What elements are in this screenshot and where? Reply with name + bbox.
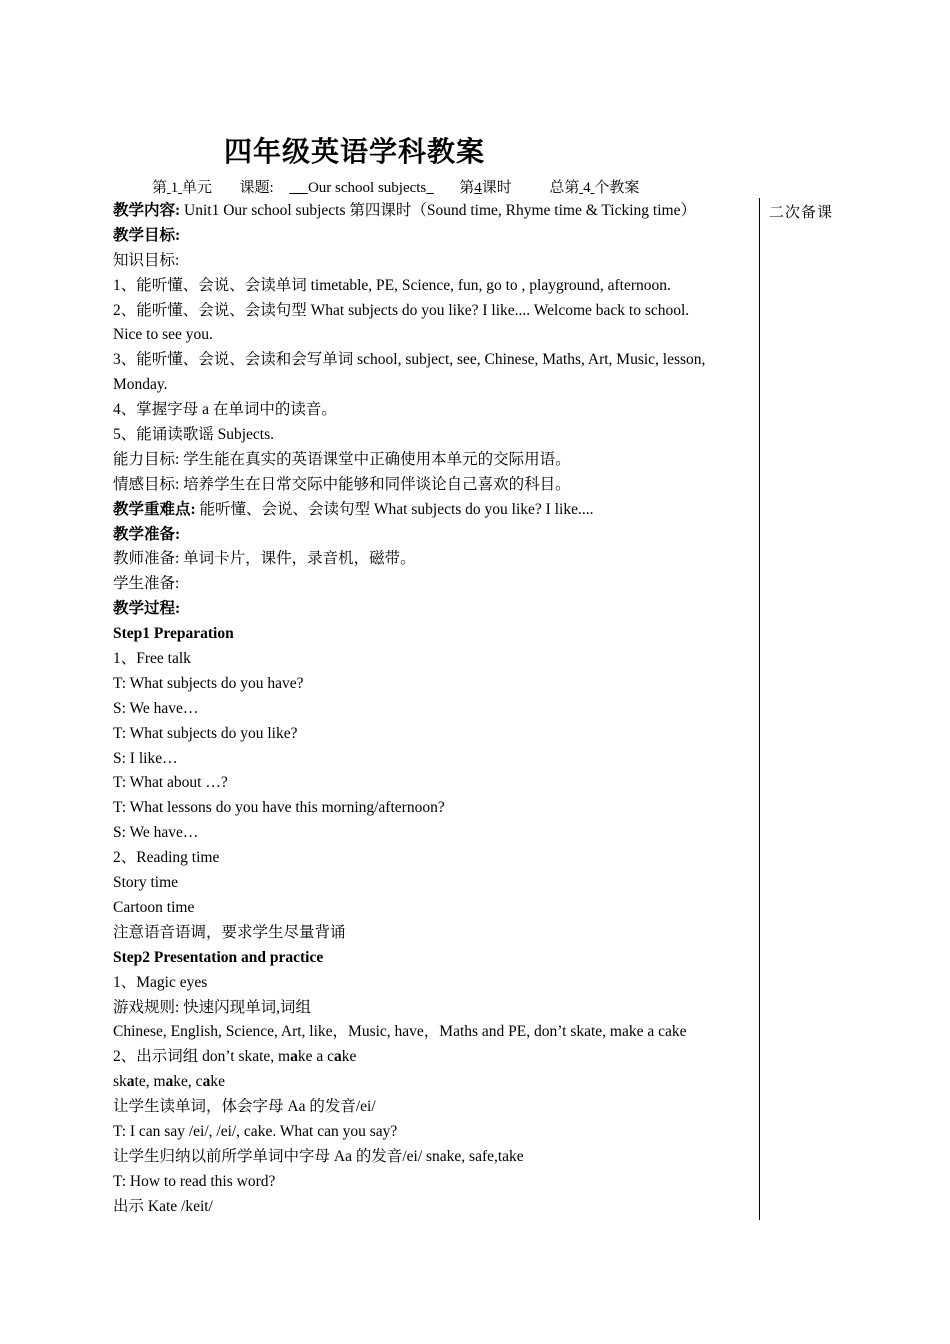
- document-title: 四年级英语学科教案: [224, 137, 486, 168]
- dialogue-line: S: I like…: [113, 749, 178, 767]
- step-heading: Step1 Preparation: [113, 625, 234, 643]
- lesson-suffix: 课时: [481, 180, 512, 196]
- dialogue-line: T: What about …?: [113, 774, 228, 792]
- activity-item: 2、Reading time: [113, 849, 220, 867]
- step-heading: Step2 Presentation and practice: [113, 948, 324, 966]
- activity-item: 2、出示词组 don’t skate, make a cake: [113, 1048, 357, 1066]
- activity-item: 1、Free talk: [113, 650, 191, 668]
- lesson-meta: [152, 176, 639, 197]
- dialogue-line: T: What subjects do you have?: [113, 674, 304, 692]
- lesson-prefix: 第: [459, 180, 475, 196]
- key-points-text: 能听懂、会说、会读句型 What subjects do you like? I like....: [195, 500, 594, 518]
- teaching-content-text: Unit1 Our school subjects 第四课时（Sound time, Rhyme time & Ticking time）: [180, 202, 696, 219]
- heading-preparation: 教学准备:: [113, 525, 181, 543]
- ability-objective: 能力目标: 学生能在真实的英语课堂中正确使用本单元的交际用语。: [113, 450, 571, 468]
- objective-item: 2、能听懂、会说、会读句型 What subjects do you like? I like.... Welcome back to school.: [113, 301, 690, 319]
- teaching-content-line: [113, 199, 753, 224]
- phonics-words: skate, make, cake: [113, 1073, 225, 1091]
- dialogue-line: T: What subjects do you like?: [113, 724, 298, 742]
- dialogue-line: T: What lessons do you have this morning/afternoon?: [113, 799, 445, 817]
- activity-subitem: Cartoon time: [113, 898, 195, 916]
- word-list: Chinese, English, Science, Art, like，Music, have，Maths and PE, don’t skate, make a cake: [113, 1023, 687, 1041]
- game-rules: 游戏规则: 快速闪现单词,词组: [113, 998, 312, 1016]
- key-points-line: [113, 498, 753, 523]
- activity-note: 让学生读单词，体会字母 Aa 的发音/ei/: [113, 1098, 376, 1116]
- heading-objectives: 教学目标:: [113, 226, 181, 244]
- objective-item: 1、能听懂、会说、会读单词 timetable, PE, Science, fun, go to , playground, afternoon.: [113, 276, 671, 294]
- activity-item: 1、Magic eyes: [113, 973, 208, 991]
- activity-note: 出示 Kate /keit/: [113, 1197, 213, 1215]
- activity-note: 注意语音语调，要求学生尽量背诵: [113, 923, 346, 941]
- unit-number: 1: [170, 180, 179, 196]
- objective-item: 5、能诵读歌谣 Subjects.: [113, 426, 275, 444]
- activity-subitem: Story time: [113, 874, 179, 892]
- teaching-content-label: 教学内容:: [113, 202, 181, 219]
- dialogue-line: S: We have…: [113, 824, 199, 842]
- lesson-body: [113, 199, 753, 1220]
- dialogue-line: S: We have…: [113, 699, 199, 717]
- unit-suffix: 单元: [182, 180, 213, 196]
- key-points-label: 教学重难点:: [113, 500, 196, 518]
- unit-prefix: 第: [152, 180, 168, 196]
- activity-note: 让学生归纳以前所学单词中字母 Aa 的发音/ei/ snake, safe,take: [113, 1147, 524, 1165]
- heading-process: 教学过程:: [113, 600, 181, 618]
- total-number: 4: [583, 180, 591, 196]
- teacher-preparation: 教师准备: 单词卡片，课件，录音机，磁带。: [113, 550, 416, 568]
- lesson-number: 4: [474, 180, 482, 196]
- knowledge-objectives-label: 知识目标:: [113, 251, 180, 269]
- dialogue-line: T: I can say /ei/, /ei/, cake. What can you say?: [113, 1122, 398, 1140]
- dialogue-line: T: How to read this word?: [113, 1172, 276, 1190]
- topic-label: 课题:: [239, 180, 274, 196]
- objective-item: 4、掌握字母 a 在单词中的读音。: [113, 401, 337, 419]
- secondary-prep-label: 二次备课: [769, 205, 834, 221]
- topic-value: Our school subjects: [307, 180, 427, 196]
- objective-item: 3、能听懂、会说、会读和会写单词 school, subject, see, Chinese, Maths, Art, Music, lesson,: [113, 351, 706, 369]
- total-suffix: 个教案: [594, 180, 640, 196]
- student-preparation: 学生准备:: [113, 575, 180, 593]
- total-prefix: 总第: [549, 180, 580, 196]
- column-divider: [759, 198, 760, 1220]
- emotion-objective: 情感目标: 培养学生在日常交际中能够和同伴谈论自己喜欢的科目。: [113, 475, 571, 493]
- objective-item-continued: Nice to see you.: [113, 326, 213, 344]
- objective-item-continued: Monday.: [113, 376, 168, 394]
